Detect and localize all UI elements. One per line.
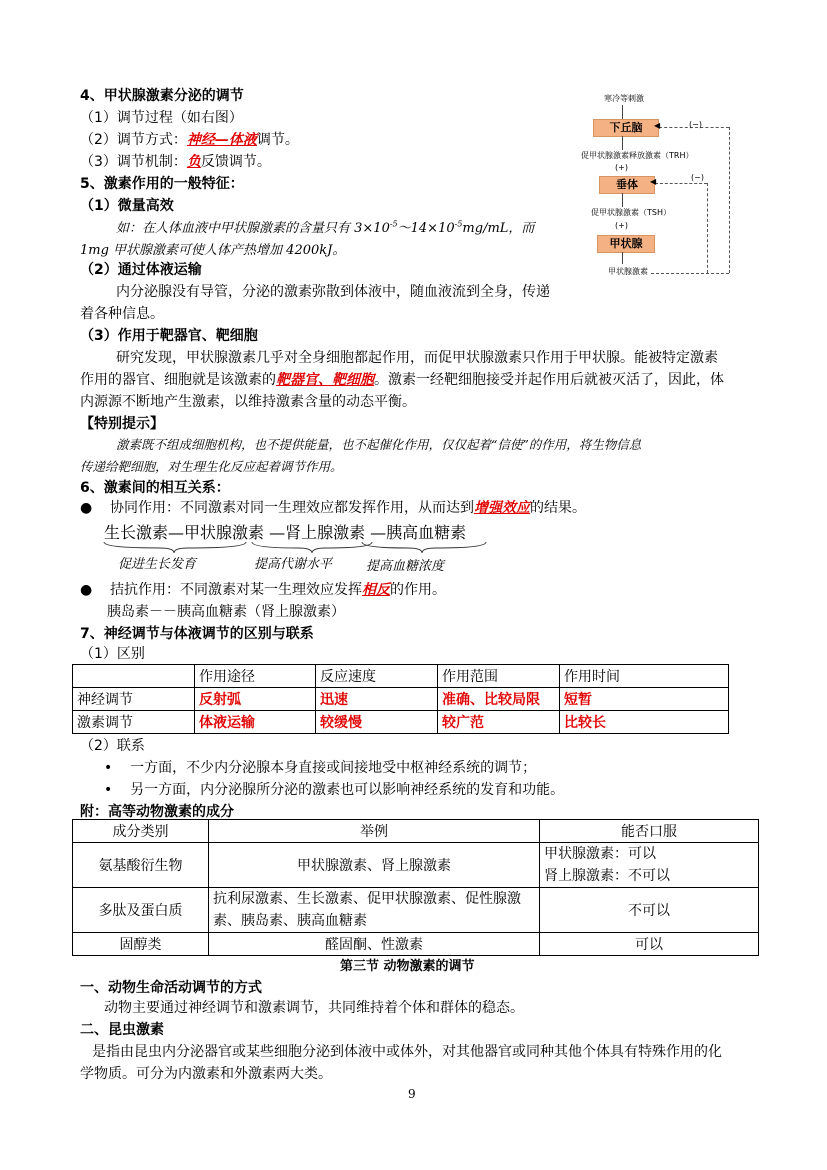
part2-title: 二、昆虫激素 — [80, 1022, 164, 1038]
table-cell: 甲状腺激素、肾上腺激素 — [209, 843, 540, 888]
table-cell: 不可以 — [540, 888, 759, 933]
s6-synergy-post: 的结果。 — [530, 500, 587, 516]
arrow-left-icon: ◀ — [654, 121, 661, 130]
diagram-plus1: (+) — [615, 163, 628, 172]
table-cell: 迅速 — [316, 688, 438, 711]
bullet-icon: • — [104, 782, 113, 798]
table-cell: 作用时间 — [560, 665, 729, 688]
arrow-down-icon — [622, 193, 623, 207]
bullet-icon: • — [104, 760, 113, 776]
section-6-title: 6、激素间的相互关系： — [80, 480, 230, 496]
s4-line2-emph: 神经—体液 — [186, 132, 257, 148]
s5-3-p2 — [80, 369, 724, 389]
s5-2-text2: 着各种信息。 — [80, 306, 164, 322]
s7-bullet2 — [104, 779, 564, 799]
table-row — [73, 888, 759, 933]
table-cell — [540, 843, 759, 888]
s5-1-text-c: mg/mL，而 — [462, 221, 535, 236]
diagram-hypothalamus-box: 下丘脑 — [593, 119, 659, 137]
s5-1-text-a: 如：在人体血液中甲状腺激素的含量只有 3×10 — [116, 221, 390, 236]
table-cell: 固醇类 — [73, 933, 209, 956]
diagram-plus2: (+) — [615, 221, 628, 230]
s6-synergy-pre: 协同作用：不同激素对同一生理效应都发挥作用，从而达到 — [110, 500, 475, 516]
s5-1-text-b: ～14×10 — [397, 221, 455, 236]
part1-text: 动物主要通过神经调节和激素调节，共同维持着个体和群体的稳态。 — [104, 1000, 524, 1016]
part1-title: 一、动物生命活动调节的方式 — [80, 980, 262, 996]
table-cell: 作用途径 — [195, 665, 316, 688]
s6-brackets — [100, 540, 500, 554]
s4-line1: （1）调节过程（如右图） — [80, 110, 243, 126]
table-row — [73, 688, 729, 711]
diagram-thyroid-box: 甲状腺 — [597, 235, 655, 253]
hormone-composition-table — [72, 819, 759, 956]
table-cell: 能否口服 — [540, 820, 759, 843]
table-cell: 准确、比较局限 — [438, 688, 560, 711]
tip-p1: 激素既不组成细胞机构，也不提供能量，也不起催化作用，仅仅起着“信使”的作用，将生物信息 — [116, 437, 642, 452]
table-header-row — [73, 820, 759, 843]
arrow-down-icon — [622, 105, 623, 119]
s4-line3-emph: 负 — [186, 154, 201, 170]
s7-bullet1 — [104, 757, 536, 777]
s7-sub2: （2）联系 — [80, 738, 145, 754]
table-cell: 醛固酮、性激素 — [209, 933, 540, 956]
s5-1-sup1: -5 — [389, 219, 398, 229]
s4-line3 — [80, 151, 271, 171]
cell-line: 甲状腺激素：可以 — [544, 846, 656, 862]
s4-line2-pre: （2）调节方式： — [80, 132, 187, 148]
section-5-title: 5、激素作用的一般特征： — [80, 176, 244, 192]
s4-line2-post: 调节。 — [256, 132, 299, 148]
s6-antagonism-emph: 相反 — [362, 582, 391, 598]
table-row — [73, 843, 759, 888]
bullet-icon: ● — [80, 500, 93, 516]
diagram-th: 甲状腺激素 — [608, 267, 648, 276]
diagram-trh: 促甲状腺激素释放激素（TRH） — [581, 151, 694, 160]
s6-antagonism-pre: 拮抗作用：不同激素对某一生理效应发挥 — [110, 582, 363, 598]
diagram-pituitary-box: 垂体 — [599, 176, 655, 194]
table-cell: 成分类别 — [73, 820, 209, 843]
s5-3-p2-pre: 作用的器官、细胞就是该激素的 — [80, 372, 276, 388]
cell-line: 素、胰岛素、胰高血糖素 — [213, 913, 367, 929]
s7-bullet1-text: 一方面，不少内分泌腺本身直接或间接地受中枢神经系统的调节； — [130, 760, 537, 776]
s5-3-p2-post: 。激素一经靶细胞接受并起作用后就被灭活了，因此，体 — [374, 372, 724, 388]
diagram-tsh: 促甲状腺激素（TSH） — [591, 208, 671, 217]
table-cell: 可以 — [540, 933, 759, 956]
thyroid-regulation-diagram — [579, 89, 731, 280]
s5-3-p1: 研究发现，甲状腺激素几乎对全身细胞都起作用，而促甲状腺激素只作用于甲状腺。能被特定激素 — [116, 350, 718, 366]
s5-1-sup2: -5 — [454, 219, 463, 229]
diagram-stimulus: 寒冷等刺激 — [604, 94, 644, 103]
s6-under2: 提高代谢水平 — [254, 557, 333, 572]
tip-p2: 传递给靶细胞，对生理生化反应起着调节作用。 — [80, 459, 343, 474]
table-cell: 激素调节 — [73, 711, 195, 734]
table-cell: 氨基酸衍生物 — [73, 843, 209, 888]
s5-2-text1: 内分泌腺没有导管，分泌的激素弥散到体液中，随血液流到全身，传递 — [116, 284, 550, 300]
page-number: 9 — [408, 1087, 416, 1101]
s6-synergy-emph: 增强效应 — [474, 500, 531, 516]
s7-sub1: （1）区别 — [80, 646, 145, 662]
table-cell: 体液运输 — [195, 711, 316, 734]
s6-under1: 促进生长发育 — [118, 557, 197, 572]
s5-3-p3: 内源源不断地产生激素，以维持激素含量的动态平衡。 — [80, 394, 416, 410]
table-cell — [209, 888, 540, 933]
s6-under3: 提高血糖浓度 — [366, 559, 445, 574]
s4-line3-pre: （3）调节机制： — [80, 154, 187, 170]
s5-heading-3: （3）作用于靶器官、靶细胞 — [80, 328, 258, 344]
cell-line: 肾上腺激素：不可以 — [544, 868, 670, 884]
difference-table — [72, 664, 729, 734]
s6-antagonism-example: 胰岛素－－胰高血糖素（肾上腺激素） — [107, 604, 345, 620]
s5-3-p2-emph: 靶器官、靶细胞 — [276, 372, 374, 388]
s6-chain: 生长激素—甲状腺激素 —肾上腺激素 —胰高血糖素 — [104, 523, 467, 542]
table-cell: 反射弧 — [195, 688, 316, 711]
feedback-line — [651, 273, 729, 274]
arrow-down-icon — [622, 136, 623, 150]
diagram-minus1: (−) — [689, 120, 702, 129]
table-row — [73, 933, 759, 956]
s6-antagonism — [80, 579, 446, 599]
table-cell: 较缓慢 — [316, 711, 438, 734]
feedback-line — [707, 183, 708, 273]
s6-synergy — [80, 497, 586, 517]
section-4-title: 4、甲状腺激素分泌的调节 — [80, 88, 244, 104]
part2-text1: 是指由昆虫内分泌器官或某些细胞分泌到体液中或体外，对其他器官或同种其他个体具有特殊作用的化 — [92, 1044, 722, 1060]
feedback-line — [729, 127, 730, 273]
bullet-icon: ● — [80, 582, 93, 598]
s5-heading-1: （1）微量高效 — [80, 198, 174, 214]
s7-bullet2-text: 另一方面，内分泌腺所分泌的激素也可以影响神经系统的发育和功能。 — [130, 782, 565, 798]
section-3-heading: 第三节 动物激素的调节 — [340, 959, 475, 974]
arrow-down-icon — [622, 252, 623, 264]
s5-1-text — [116, 217, 534, 236]
table-cell: 多肽及蛋白质 — [73, 888, 209, 933]
table-cell: 神经调节 — [73, 688, 195, 711]
table-cell: 反应速度 — [316, 665, 438, 688]
s5-heading-2: （2）通过体液运输 — [80, 262, 202, 278]
table-cell: 作用范围 — [438, 665, 560, 688]
section-7-title: 7、神经调节与体液调节的区别与联系 — [80, 626, 314, 642]
cell-line: 抗利尿激素、生长激素、促甲状腺激素、促性腺激 — [213, 891, 521, 907]
tip-title: 【特别提示】 — [80, 416, 164, 432]
s4-line3-post: 反馈调节。 — [200, 154, 271, 170]
s5-1-text2: 1mg 甲状腺激素可使人体产热增加 4200kJ。 — [80, 243, 346, 258]
arrow-left-icon: ◀ — [650, 177, 657, 186]
table-cell: 短暂 — [560, 688, 729, 711]
diagram-minus2: (−) — [691, 173, 704, 182]
s4-line2 — [80, 129, 299, 149]
table-cell: 举例 — [209, 820, 540, 843]
s6-antagonism-post: 的作用。 — [390, 582, 447, 598]
table-cell: 比较长 — [560, 711, 729, 734]
table-header-row — [73, 665, 729, 688]
feedback-line — [655, 183, 707, 184]
table-cell — [73, 665, 195, 688]
table-cell: 较广范 — [438, 711, 560, 734]
table-row — [73, 711, 729, 734]
part2-text2: 学物质。可分为内激素和外激素两大类。 — [80, 1066, 332, 1082]
appendix-title: 附：高等动物激素的成分 — [80, 804, 234, 820]
